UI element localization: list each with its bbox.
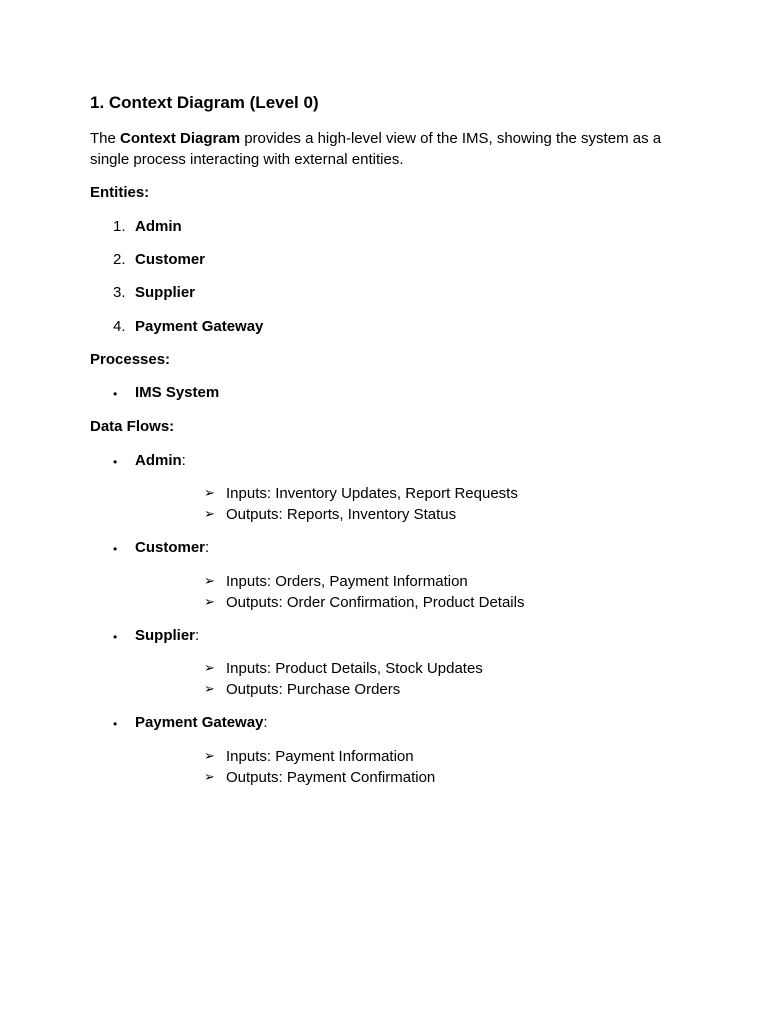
arrow-bullet-icon: ➢	[204, 660, 215, 675]
flow-admin-inputs: Inputs: Inventory Updates, Report Requests	[226, 485, 518, 502]
arrow-bullet-icon: ➢	[204, 506, 215, 521]
flow-payment-gateway-inputs: Inputs: Payment Information	[226, 748, 414, 765]
bullet-icon: •	[113, 717, 118, 731]
entity-number: 1.	[113, 218, 126, 235]
intro-paragraph	[90, 128, 690, 170]
section-heading: 1. Context Diagram (Level 0)	[90, 93, 319, 112]
flow-customer-inputs: Inputs: Orders, Payment Information	[226, 573, 468, 590]
flow-supplier-inputs: Inputs: Product Details, Stock Updates	[226, 660, 483, 677]
flow-supplier-outputs: Outputs: Purchase Orders	[226, 681, 401, 698]
process-ims-system: IMS System	[135, 384, 220, 401]
colon: :	[195, 627, 200, 644]
flow-supplier-title	[135, 627, 199, 644]
flow-admin-outputs: Outputs: Reports, Inventory Status	[226, 506, 457, 523]
arrow-bullet-icon: ➢	[204, 748, 215, 763]
entity-customer: Customer	[135, 251, 206, 268]
arrow-bullet-icon: ➢	[204, 573, 215, 588]
flow-admin-title	[135, 452, 186, 469]
entities-label: Entities:	[90, 184, 150, 201]
bullet-icon: •	[113, 387, 118, 401]
flow-payment-gateway-outputs: Outputs: Payment Confirmation	[226, 769, 436, 786]
flow-name: Customer	[135, 539, 206, 556]
intro-text-start: The	[90, 130, 121, 147]
flow-customer-title	[135, 539, 209, 556]
bullet-icon: •	[113, 542, 118, 556]
arrow-bullet-icon: ➢	[204, 681, 215, 696]
arrow-bullet-icon: ➢	[204, 594, 215, 609]
entity-number: 2.	[113, 251, 126, 268]
colon: :	[205, 539, 210, 556]
flow-payment-gateway-title	[135, 714, 268, 731]
processes-label: Processes:	[90, 351, 171, 368]
arrow-bullet-icon: ➢	[204, 485, 215, 500]
intro-text-end: provides a high-level view of the IMS, showing the system as a single process interacting with external entities.	[90, 130, 662, 168]
arrow-bullet-icon: ➢	[204, 769, 215, 784]
entity-admin: Admin	[135, 218, 182, 235]
bullet-icon: •	[113, 455, 118, 469]
colon: :	[263, 714, 268, 731]
intro-bold-term: Context Diagram	[120, 130, 241, 147]
entity-number: 3.	[113, 284, 126, 301]
entity-supplier: Supplier	[135, 284, 196, 301]
flow-name: Supplier	[135, 627, 196, 644]
colon: :	[181, 452, 186, 469]
flow-customer-outputs: Outputs: Order Confirmation, Product Details	[226, 594, 525, 611]
data-flows-label: Data Flows:	[90, 418, 175, 435]
entity-payment-gateway: Payment Gateway	[135, 318, 264, 335]
flow-name: Payment Gateway	[135, 714, 264, 731]
bullet-icon: •	[113, 630, 118, 644]
entity-number: 4.	[113, 318, 126, 335]
flow-name: Admin	[135, 452, 182, 469]
